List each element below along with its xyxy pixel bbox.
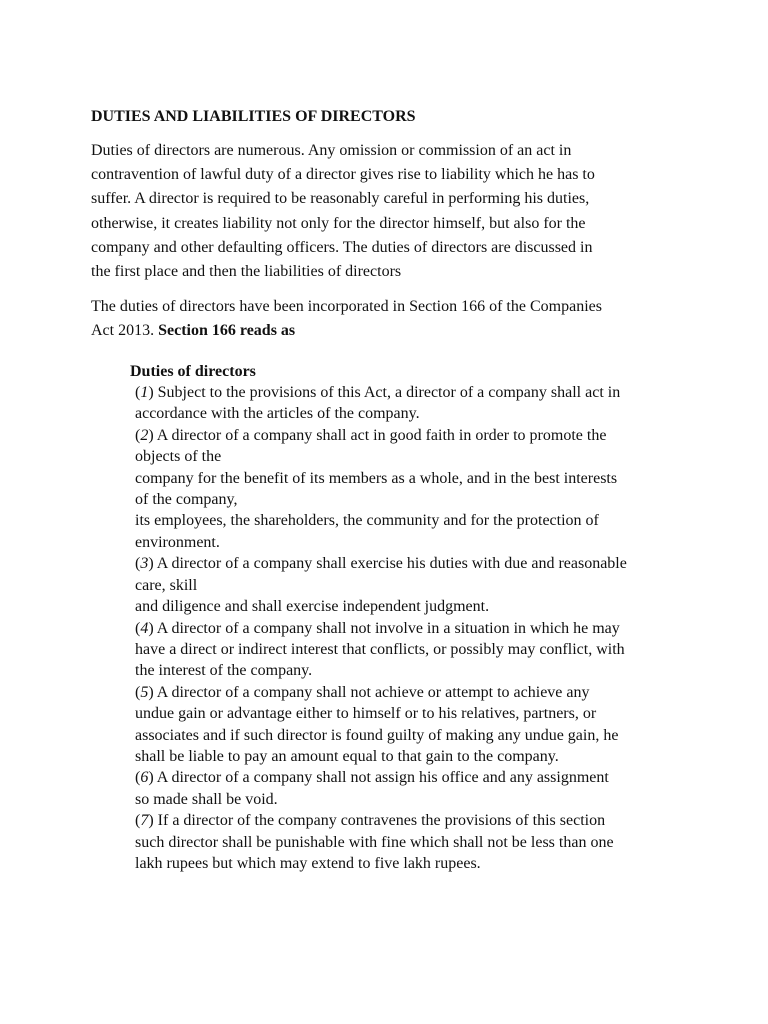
clause-text: care, skill bbox=[135, 576, 198, 594]
clause-continuation-line bbox=[135, 853, 685, 874]
clause-number: 5 bbox=[140, 683, 149, 701]
intro-line: suffer. A director is required to be reasonably careful in performing his duties, bbox=[91, 190, 590, 208]
clause-text: so made shall be void. bbox=[135, 790, 278, 808]
clause-continuation-line bbox=[135, 703, 685, 724]
clause-text: company for the benefit of its members as a whole, and in the best interests bbox=[135, 469, 618, 487]
document-page bbox=[91, 105, 691, 874]
clause-text: associates and if such director is found guilty of making any undue gain, he bbox=[135, 726, 619, 744]
clause-line: (3) A director of a company shall exercise his duties with due and reasonable bbox=[135, 555, 627, 573]
clause-line: (7) If a director of the company contravenes the provisions of this section bbox=[135, 812, 606, 830]
clause-continuation-line bbox=[135, 510, 685, 531]
clause-continuation-line bbox=[135, 489, 685, 510]
section-reference: Section 166 reads as bbox=[158, 322, 296, 340]
intro-line: Duties of directors are numerous. Any omission or commission of an act in bbox=[91, 142, 572, 159]
section-line-text: Act 2013. bbox=[91, 322, 159, 340]
clause-text: A director of a company shall not involve in a situation in which he may bbox=[153, 619, 620, 637]
clause-line: (1) Subject to the provisions of this Act, a director of a company shall act in bbox=[135, 384, 621, 402]
clause-text: shall be liable to pay an amount equal to that gain to the company. bbox=[135, 747, 559, 765]
clause-continuation-line bbox=[135, 746, 685, 767]
clause-text: such director shall be punishable with fine which shall not be less than one bbox=[135, 833, 614, 851]
clause-text: A director of a company shall exercise his duties with due and reasonable bbox=[153, 555, 627, 573]
clause-number: 2 bbox=[140, 426, 149, 444]
section-line: The duties of directors have been incorporated in Section 166 of the Companies bbox=[91, 298, 602, 316]
clause-text: of the company, bbox=[135, 491, 238, 509]
quote-title: Duties of directors bbox=[130, 362, 256, 380]
clause-text: have a direct or indirect interest that conflicts, or possibly may conflict, with bbox=[135, 640, 625, 658]
clause-number: 6 bbox=[140, 769, 149, 787]
intro-line: contravention of lawful duty of a director gives rise to liability which he has to bbox=[91, 166, 595, 184]
clause-number: 1 bbox=[140, 384, 149, 402]
clause-text: environment. bbox=[135, 533, 220, 551]
clause-continuation-line bbox=[135, 575, 685, 596]
intro-paragraph bbox=[91, 139, 691, 284]
clause-continuation-line bbox=[135, 725, 685, 746]
clause-text: the interest of the company. bbox=[135, 662, 313, 680]
clause-text: and diligence and shall exercise independent judgment. bbox=[135, 598, 490, 616]
clause-text: A director of a company shall not assign his office and any assignment bbox=[153, 769, 609, 787]
clause-continuation-line bbox=[135, 532, 685, 553]
clause-continuation-line bbox=[135, 446, 685, 467]
clause-continuation-line bbox=[135, 403, 685, 424]
clause-continuation-line bbox=[135, 789, 685, 810]
clause-text: undue gain or advantage either to himself or to his relatives, partners, or bbox=[135, 705, 597, 723]
clause-text: lakh rupees but which may extend to five lakh rupees. bbox=[135, 854, 481, 872]
clause-text: If a director of the company contravenes the provisions of this section bbox=[153, 812, 606, 830]
intro-line: otherwise, it creates liability not only for the director himself, but also for the bbox=[91, 214, 586, 232]
document-heading: DUTIES AND LIABILITIES OF DIRECTORS bbox=[91, 108, 416, 125]
clause-line: (5) A director of a company shall not achieve or attempt to achieve any bbox=[135, 683, 590, 701]
section-line bbox=[91, 319, 691, 343]
clause-continuation-line bbox=[135, 596, 685, 617]
clause-text: accordance with the articles of the company. bbox=[135, 405, 420, 423]
clause-line: (4) A director of a company shall not involve in a situation in which he may bbox=[135, 619, 620, 637]
intro-line: company and other defaulting officers. The duties of directors are discussed in bbox=[91, 238, 593, 256]
clause-continuation-line bbox=[135, 639, 685, 660]
section-paragraph bbox=[91, 295, 691, 343]
clause-number: 3 bbox=[140, 555, 149, 573]
clause-text: A director of a company shall not achieve or attempt to achieve any bbox=[153, 683, 590, 701]
clause-text: its employees, the shareholders, the community and for the protection of bbox=[135, 512, 599, 530]
clause-number: 7 bbox=[140, 812, 149, 830]
clause-text: Subject to the provisions of this Act, a director of a company shall act in bbox=[153, 384, 621, 402]
clause-line: (6) A director of a company shall not assign his office and any assignment bbox=[135, 769, 609, 787]
clause-text: A director of a company shall act in good faith in order to promote the bbox=[153, 426, 607, 444]
clause-line: (2) A director of a company shall act in good faith in order to promote the bbox=[135, 426, 607, 444]
clause-continuation-line bbox=[135, 468, 685, 489]
clause-continuation-line bbox=[135, 832, 685, 853]
intro-line: the first place and then the liabilities of directors bbox=[91, 263, 402, 281]
section-quote bbox=[130, 361, 685, 875]
clause-number: 4 bbox=[140, 619, 149, 637]
clause-continuation-line bbox=[135, 660, 685, 681]
quote-body bbox=[135, 382, 685, 874]
clause-text: objects of the bbox=[135, 448, 222, 466]
